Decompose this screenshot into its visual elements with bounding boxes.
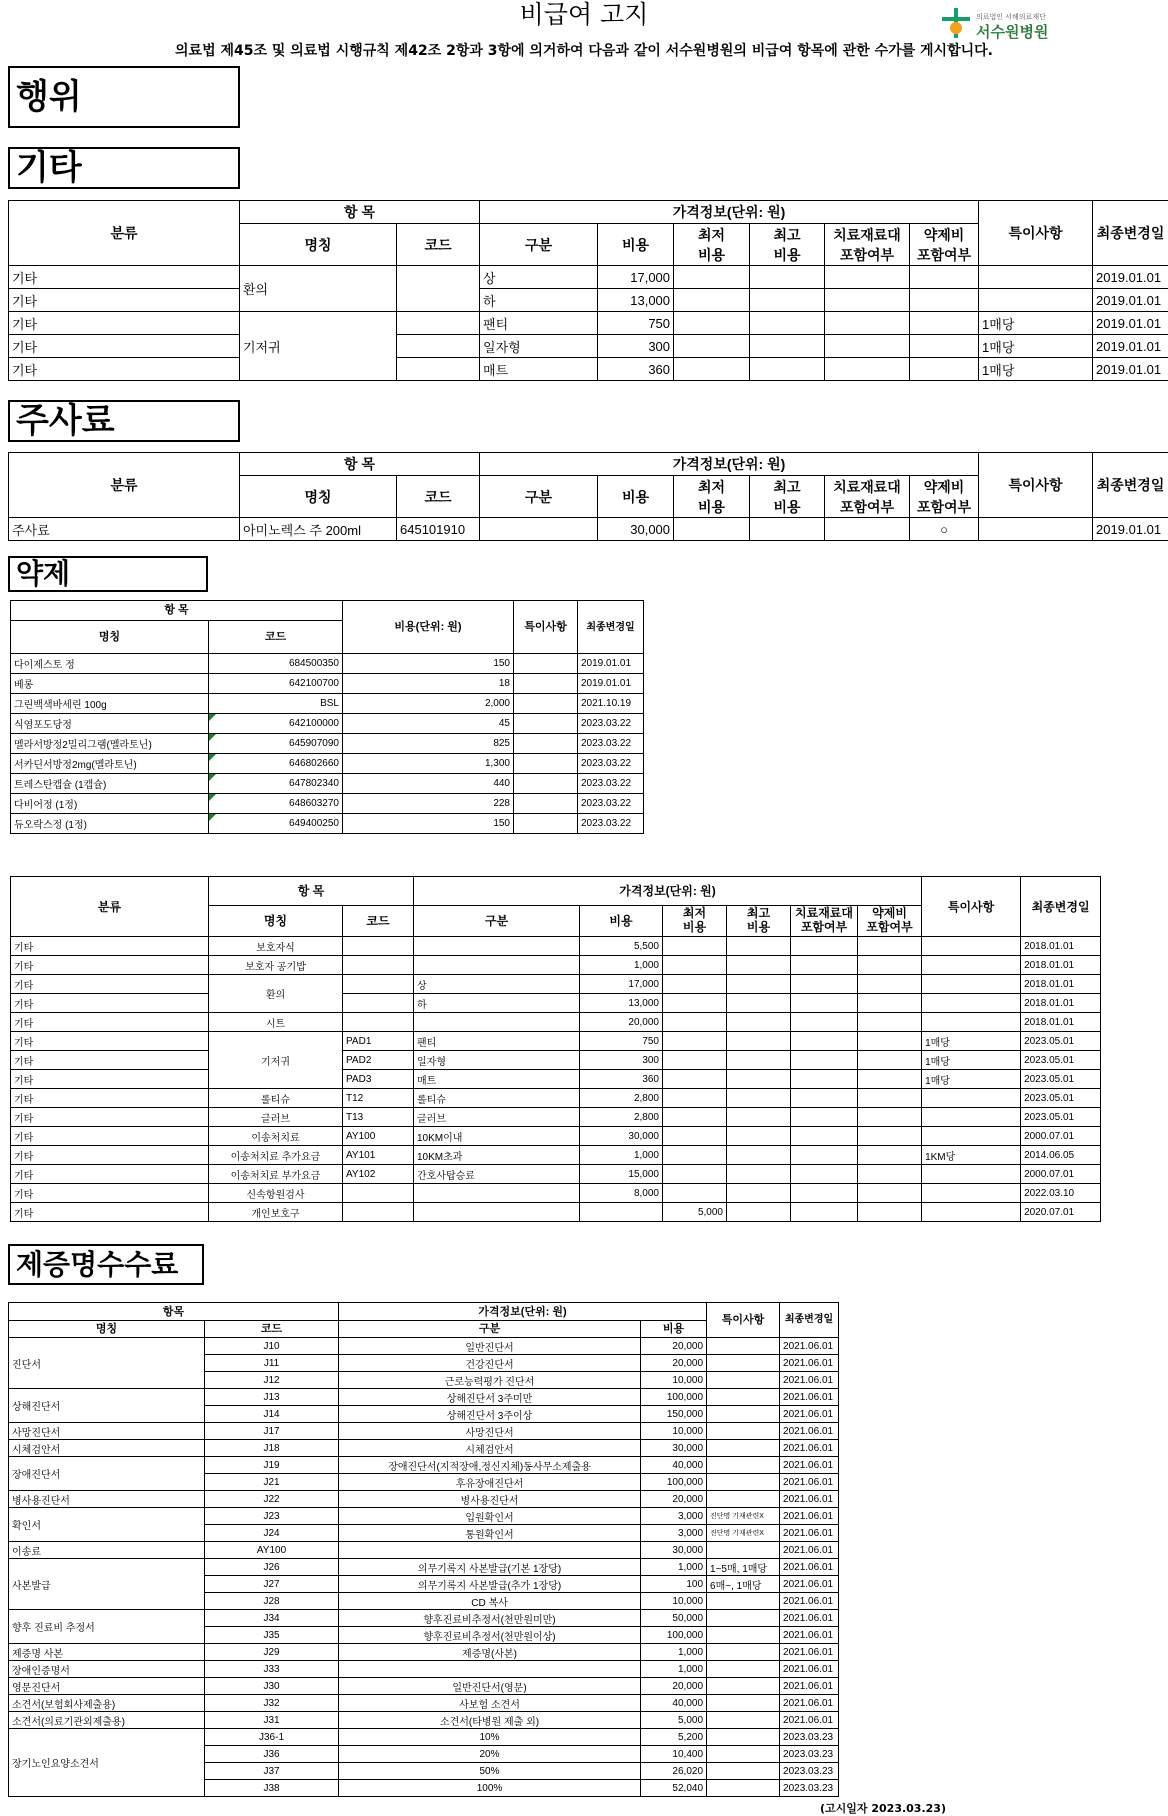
header-drug: 약제비 포함여부: [910, 224, 979, 266]
header-hangmok: 항 목: [11, 601, 343, 621]
header-bunryu: 분류: [11, 877, 209, 937]
header-teuk: 특이사항: [979, 201, 1093, 266]
table-row: 듀오락스정 (1정) 649400250 150 2023.03.22: [11, 814, 644, 834]
header-hangmok: 항 목: [240, 453, 480, 476]
table-row: 향후 진료비 추정서 J34 향후진료비추정서(천만원미만) 50,000 2021.06.01: [9, 1610, 839, 1627]
section-title-jusaryo: 주사료: [8, 400, 240, 442]
table-row: 식염포도당정 642100000 45 2023.03.22: [11, 714, 644, 734]
table-row: 사망진단서 J17 사망진단서 10,000 2021.06.01: [9, 1423, 839, 1440]
table-row: 소견서(의료기관외제출용) J31 소견서(타병원 제출 외) 5,000 2021.06.01: [9, 1712, 839, 1729]
header-max-cost: 최고 비용: [750, 224, 825, 266]
table-row: 상해진단서 J13 상해진단서 3주미만 100,000 2021.06.01: [9, 1389, 839, 1406]
table-row: 기타 PAD3 매트 360 1매당 2023.05.01: [11, 1070, 1101, 1089]
header-gubun: 구분: [414, 906, 580, 937]
notice-date: (고시일자 2023.03.23): [820, 1802, 946, 1815]
header-date: 최종변경일: [780, 1303, 839, 1338]
header-biyong: 비용: [598, 224, 674, 266]
header-min-cost: 최저 비용: [674, 224, 750, 266]
header-name: 명칭: [240, 476, 397, 518]
cell-marker-icon: [209, 714, 216, 721]
table-row: 이송료 AY100 30,000 2021.06.01: [9, 1542, 839, 1559]
header-price-info: 가격정보(단위: 원): [480, 453, 979, 476]
header-biyong: 비용: [580, 906, 663, 937]
header-bunryu: 분류: [9, 201, 240, 266]
yakje-fee-table: [10, 600, 644, 834]
table-row: J14 상해진단서 3주이상 150,000 2021.06.01: [9, 1406, 839, 1423]
header-material: 치료재료대 포함여부: [825, 476, 910, 518]
table-row: 기타 하 13,000 2019.01.01: [9, 289, 1168, 312]
header-gubun: 구분: [339, 1321, 641, 1338]
header-biyong-unit: 비용(단위: 원): [343, 601, 514, 654]
table-row: 기타 일자형 300 1매당 2019.01.01: [9, 335, 1168, 358]
table-row: J21 후유장애진단서 100,000 2021.06.01: [9, 1474, 839, 1491]
table-row: 서카딘서방정2mg(멜라토닌) 646802660 1,300 2023.03.22: [11, 754, 644, 774]
table-row: J37 50% 26,020 2023.03.23: [9, 1763, 839, 1780]
header-min-cost: 최저 비용: [674, 476, 750, 518]
header-gubun: 구분: [480, 476, 598, 518]
header-teuk: 특이사항: [922, 877, 1021, 937]
table-row: 기타 보호자식 5,500 2018.01.01: [11, 937, 1101, 956]
header-price-info: 가격정보(단위: 원): [414, 877, 922, 906]
jusaryo-fee-table: [8, 452, 1168, 541]
table-row: 시체검안서 J18 시체검안서 30,000 2021.06.01: [9, 1440, 839, 1457]
section-title-jejeung: 제증명수수료: [8, 1244, 204, 1285]
table-row: J24 통원확인서 3,000 진단명 기재관련X 2021.06.01: [9, 1525, 839, 1542]
header-hangmok: 항목: [9, 1303, 339, 1321]
cell-marker-icon: [209, 794, 216, 801]
header-max-cost: 최고 비용: [750, 476, 825, 518]
table-row: J36 20% 10,400 2023.03.23: [9, 1746, 839, 1763]
header-hangmok: 항 목: [240, 201, 480, 224]
table-row: 다비어정 (1정) 648603270 228 2023.03.22: [11, 794, 644, 814]
table-row: 제증명 사본 J29 제증명(사본) 1,000 2021.06.01: [9, 1644, 839, 1661]
header-bunryu: 분류: [9, 453, 240, 518]
header-date: 최종변경일: [1093, 201, 1168, 266]
cell-marker-icon: [209, 814, 216, 821]
table-row: J11 건강진단서 20,000 2021.06.01: [9, 1355, 839, 1372]
gita-fee-table: [8, 200, 1168, 381]
header-name: 명칭: [240, 224, 397, 266]
header-name: 명칭: [11, 621, 209, 654]
table-row: 기타 하 13,000 2018.01.01: [11, 994, 1101, 1013]
table-row: 기타 기저귀 팬티 750 1매당 2019.01.01: [9, 312, 1168, 335]
legal-notice: 의료법 제45조 및 의료법 시행규칙 제42조 2항과 3항에 의거하여 다음과 같이 서수원병원의 비급여 항목에 관한 수가를 게시합니다.: [175, 43, 993, 59]
table-row: J28 CD 복사 10,000 2021.06.01: [9, 1593, 839, 1610]
table-row: 기타 이송처치료 AY100 10KM이내 30,000 2000.07.01: [11, 1127, 1101, 1146]
table-row: 기타 이송처치료 부가요금 AY102 간호사탑승료 15,000 2000.07.01: [11, 1165, 1101, 1184]
table-row: 기타 보호자 공기밥 1,000 2018.01.01: [11, 956, 1101, 975]
cell-marker-icon: [209, 754, 216, 761]
table-row: 베롱 642100700 18 2019.01.01: [11, 674, 644, 694]
header-date: 최종변경일: [1093, 453, 1168, 518]
section-title-yakje: 약제: [8, 556, 208, 592]
gita-fee-table-2023: [10, 876, 1101, 1222]
header-hangmok: 항 목: [209, 877, 414, 906]
header-price-info: 가격정보(단위: 원): [480, 201, 979, 224]
page-title: 비급여 고지: [519, 0, 649, 29]
table-row: 기타 신속항원검사 8,000 2022.03.10: [11, 1184, 1101, 1203]
header-date: 최종변경일: [1021, 877, 1101, 937]
table-row: 기타 개인보호구 5,000 2020.07.01: [11, 1203, 1101, 1222]
header-teuk: 특이사항: [707, 1303, 780, 1338]
table-row: 확인서 J23 입원확인서 3,000 진단명 기재관련X 2021.06.01: [9, 1508, 839, 1525]
header-price-info: 가격정보(단위: 원): [339, 1303, 707, 1321]
table-row: 소견서(보험회사제출용) J32 사보험 소견서 40,000 2021.06.01: [9, 1695, 839, 1712]
header-material: 치료재료대 포함여부: [791, 906, 858, 937]
header-code: 코드: [209, 621, 343, 654]
table-row: 장애인증명서 J33 1,000 2021.06.01: [9, 1661, 839, 1678]
table-row: J12 근로능력평가 진단서 10,000 2021.06.01: [9, 1372, 839, 1389]
header-code: 코드: [343, 906, 414, 937]
header-code: 코드: [397, 476, 480, 518]
cell-marker-icon: [209, 774, 216, 781]
header-biyong: 비용: [598, 476, 674, 518]
table-row: 트레스탄캡슐 (1캡슐) 647802340 440 2023.03.22: [11, 774, 644, 794]
header-teuk: 특이사항: [514, 601, 578, 654]
table-row: 기타 PAD2 일자형 300 1매당 2023.05.01: [11, 1051, 1101, 1070]
table-row: 영문진단서 J30 일반진단서(영문) 20,000 2021.06.01: [9, 1678, 839, 1695]
table-row: 기타 환의 상 17,000 2018.01.01: [11, 975, 1101, 994]
logo-name: 서수원병원: [976, 23, 1049, 41]
table-row: 기타 기저귀 PAD1 팬티 750 1매당 2023.05.01: [11, 1032, 1101, 1051]
cell-marker-icon: [209, 734, 216, 741]
header-code: 코드: [397, 224, 480, 266]
table-row: 장애진단서 J19 장애진단서(지적장애,정신지체)동사무소제출용 40,000 2021.06.01: [9, 1457, 839, 1474]
jejeung-fee-table: [8, 1302, 839, 1797]
table-row: 기타 이송처치료 추가요금 AY101 10KM초과 1,000 1KM당 2014.06.05: [11, 1146, 1101, 1165]
table-row: J35 향후진료비추정서(천만원이상) 100,000 2021.06.01: [9, 1627, 839, 1644]
header-biyong: 비용: [641, 1321, 707, 1338]
header-teuk: 특이사항: [979, 453, 1093, 518]
table-row: J27 의무기록지 사본발급(추가 1장당) 100 6매~, 1매당 2021.06.01: [9, 1576, 839, 1593]
table-row: 병사용진단서 J22 병사용진단서 20,000 2021.06.01: [9, 1491, 839, 1508]
header-drug: 약제비 포함여부: [858, 906, 922, 937]
table-row: 그린백색바세린 100g BSL 2,000 2021.10.19: [11, 694, 644, 714]
header-min-cost: 최저 비용: [663, 906, 727, 937]
section-title-gita: 기타: [8, 147, 240, 189]
header-code: 코드: [205, 1321, 339, 1338]
table-row: 기타 롤티슈 T12 롤티슈 2,800 2023.05.01: [11, 1089, 1101, 1108]
table-row: 기타 환의 상 17,000 2019.01.01: [9, 266, 1168, 289]
header-drug: 약제비 포함여부: [910, 476, 979, 518]
table-row: 기타 시트 20,000 2018.01.01: [11, 1013, 1101, 1032]
header-name: 명칭: [209, 906, 343, 937]
header-max-cost: 최고 비용: [727, 906, 791, 937]
header-date: 최종변경일: [578, 601, 644, 654]
table-row: 기타 글러브 T13 글러브 2,800 2023.05.01: [11, 1108, 1101, 1127]
logo-subtitle: 의료법인 서해의료재단: [976, 13, 1046, 21]
table-row: 멜라서방정2밀리그램(멜라토닌) 645907090 825 2023.03.22: [11, 734, 644, 754]
logo-cross-icon: [942, 8, 970, 38]
header-material: 치료재료대 포함여부: [825, 224, 910, 266]
table-row: 장기노인요양소견서 J36-1 10% 5,200 2023.03.23: [9, 1729, 839, 1746]
table-row: 사본발급 J26 의무기록지 사본발급(기본 1장당) 1,000 1~5매, 1매당 2021.06.01: [9, 1559, 839, 1576]
header-name: 명칭: [9, 1321, 205, 1338]
section-title-haengwi: 행위: [8, 66, 240, 128]
table-row: 다이제스토 정 684500350 150 2019.01.01: [11, 654, 644, 674]
table-row: 기타 매트 360 1매당 2019.01.01: [9, 358, 1168, 381]
header-gubun: 구분: [480, 224, 598, 266]
table-row: J38 100% 52,040 2023.03.23: [9, 1780, 839, 1797]
table-row: 주사료 아미노렉스 주 200ml 645101910 30,000 ○ 2019.01.01: [9, 518, 1168, 541]
hospital-logo: [942, 6, 1052, 40]
table-row: 진단서 J10 일반진단서 20,000 2021.06.01: [9, 1338, 839, 1355]
